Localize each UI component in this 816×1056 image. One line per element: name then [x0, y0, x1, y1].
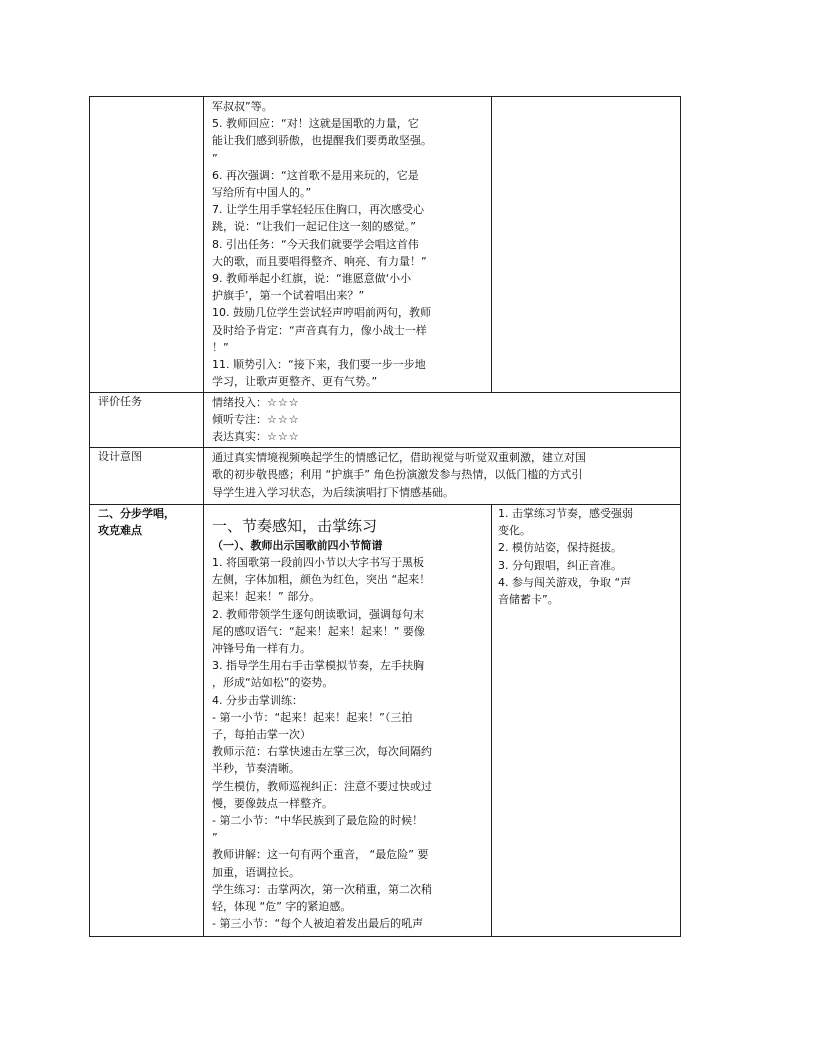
- text-line: 及时给予肯定：“声音真有力，像小战士一样: [212, 323, 427, 337]
- star-rating-icon: ☆☆☆: [267, 413, 300, 427]
- text-line: 尾的感叹语气：“起来！起来！起来！” 要像: [212, 624, 425, 638]
- section2-steps: [212, 554, 485, 932]
- section2-title: 一、节奏感知，击掌练习: [212, 517, 378, 535]
- evaluation-label-cell: [90, 393, 204, 448]
- activity-steps: [204, 97, 491, 391]
- evaluation-item: [212, 394, 674, 411]
- text-line: 11. 顺势引入：“接下来，我们要一步一步地: [212, 358, 426, 372]
- text-line: 慢，要像鼓点一样整齐。: [212, 796, 333, 810]
- evaluation-content-cell: [204, 393, 681, 448]
- text-line: 3. 指导学生用右手击掌模拟节奏，左手扶胸: [212, 659, 424, 673]
- text-line: 4. 分步击掌训练：: [212, 693, 303, 707]
- text-line: 10. 鼓励几位学生尝试轻声哼唱前两句，教师: [212, 306, 431, 320]
- activity-student-cell: [492, 97, 681, 393]
- evaluation-item-label: 表达真实：: [212, 430, 267, 444]
- text-line: 子，每拍击掌一次）: [212, 728, 311, 742]
- design-row: [90, 448, 681, 505]
- text-line: 大的歌，而且要唱得整齐、响亮、有力量！”: [212, 254, 427, 268]
- text-line: 4. 参与闯关游戏，争取 “声: [498, 575, 632, 589]
- text-line: 7. 让学生用手掌轻轻压住胸口，再次感受心: [212, 203, 424, 217]
- text-line: 轻，体现 “危” 字的紧迫感。: [212, 900, 352, 914]
- section2-label-cell: [90, 505, 204, 937]
- text-line: 冲锋号角一样有力。: [212, 642, 311, 656]
- text-line: - 第二小节：“中华民族到了最危险的时候！: [212, 814, 424, 828]
- text-line: 5. 教师回应：“对！这就是国歌的力量，它: [212, 117, 419, 131]
- text-line: 学生模仿，教师巡视纠正：注意不要过快或过: [212, 779, 432, 793]
- section2-teacher-cell: [204, 505, 492, 937]
- section2-row: [90, 505, 681, 937]
- evaluation-item: [212, 411, 674, 428]
- text-line: ”: [212, 831, 218, 845]
- text-line: 1. 击掌练习节奏，感受强弱: [498, 507, 633, 520]
- section2-student-cell: [492, 505, 681, 937]
- section2-subtitle: （一）、教师出示国歌前四小节简谱: [212, 539, 383, 552]
- text-line: 能让我们感到骄傲，也提醒我们要勇敢坚强。: [212, 134, 432, 148]
- evaluation-row: [90, 393, 681, 448]
- text-line: 左侧，字体加粗，颜色为红色，突出 “起来！: [212, 573, 431, 587]
- section2-label-line1: 二、分步学唱，: [98, 507, 175, 520]
- text-line: ”: [212, 151, 218, 165]
- text-line: 教师讲解：这一句有两个重音， “最危险” 要: [212, 848, 429, 862]
- text-line: 半秒，节奏清晰。: [212, 762, 300, 776]
- text-line: 军叔叔”等。: [212, 100, 273, 113]
- text-line: 6. 再次强调：“这首歌不是用来玩的，它是: [212, 168, 419, 182]
- text-line: 跳，说：“让我们一起记住这一刻的感觉。”: [212, 220, 416, 234]
- activity-row: [90, 97, 681, 393]
- text-line: 学生练习：击掌两次，第一次稍重，第二次稍: [212, 882, 432, 896]
- text-line: 8. 引出任务：“今天我们就要学会唱这首伟: [212, 237, 419, 251]
- text-line: 学习，让歌声更整齐、更有气势。”: [212, 375, 378, 389]
- text-line: - 第三小节：“每个人被迫着发出最后的吼声: [212, 917, 424, 931]
- section2-student-activities: [492, 505, 680, 608]
- lesson-plan-table: [89, 96, 681, 937]
- text-line: 起来！起来！” 部分。: [212, 590, 321, 604]
- text-line: 导学生进入学习状态，为后续演唱打下情感基础。: [212, 485, 454, 499]
- text-line: 护旗手’，第一个试着唱出来？”: [212, 289, 365, 303]
- text-line: 2. 模仿站姿，保持挺拔。: [498, 541, 622, 555]
- text-line: 通过真实情境视频唤起学生的情感记忆，借助视觉与听觉双重刺激，建立对国: [212, 451, 586, 464]
- evaluation-item: [212, 428, 674, 445]
- text-line: - 第一小节：“起来！起来！起来！”（三拍: [212, 710, 413, 724]
- text-line: 音储蓄卡”。: [498, 593, 559, 607]
- activity-steps-cell: [204, 97, 492, 393]
- text-line: 9. 教师举起小红旗，说：“谁愿意做‘小小: [212, 272, 412, 286]
- evaluation-item-label: 情绪投入：: [212, 396, 267, 409]
- text-line: ！”: [212, 340, 229, 354]
- text-line: 加重，语调拉长。: [212, 865, 300, 879]
- text-line: 3. 分句跟唱，纠正音准。: [498, 558, 622, 572]
- text-line: 变化。: [498, 524, 531, 538]
- text-line: 教师示范：右掌快速击左掌三次，每次间隔约: [212, 745, 432, 759]
- section2-teacher-content: [204, 505, 491, 933]
- evaluation-label: 评价任务: [98, 395, 142, 408]
- text-line: 歌的初步敬畏感；利用 “护旗手” 角色扮演激发参与热情，以低门槛的方式引: [212, 468, 583, 482]
- design-intent-text: [204, 448, 680, 502]
- evaluation-item-label: 倾听专注：: [212, 413, 267, 427]
- text-line: 1. 将国歌第一段前四小节以大字书写于黑板: [212, 556, 424, 569]
- section2-label-line2: 攻克难点: [98, 524, 142, 537]
- activity-label-cell: [90, 97, 204, 393]
- text-line: 写给所有中国人的。”: [212, 186, 312, 200]
- star-rating-icon: ☆☆☆: [267, 430, 300, 444]
- text-line: 2. 教师带领学生逐句朗读歌词，强调每句末: [212, 607, 424, 621]
- design-label-cell: [90, 448, 204, 505]
- text-line: ，形成“站如松”的姿势。: [212, 676, 334, 690]
- evaluation-items: [204, 393, 680, 447]
- section2-label: [90, 505, 203, 539]
- design-content-cell: [204, 448, 681, 505]
- star-rating-icon: ☆☆☆: [267, 396, 300, 409]
- design-label: 设计意图: [98, 450, 142, 463]
